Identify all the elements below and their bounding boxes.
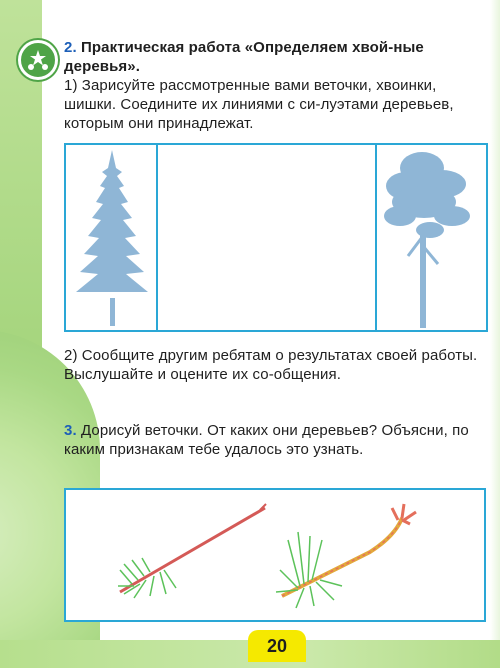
section-2-title: Практическая работа «Определяем хвой-ные деревья».	[64, 39, 424, 75]
section-3-text-block	[64, 421, 484, 459]
section-3-number: 3.	[64, 422, 77, 439]
section-2-number: 2.	[64, 39, 77, 56]
pine-branch-drawing	[270, 500, 430, 610]
pine-silhouette	[380, 146, 480, 331]
page-number-tab	[248, 630, 306, 662]
group-activity-icon	[18, 40, 58, 80]
right-decorative-edge	[490, 0, 500, 668]
section-2-heading	[64, 38, 484, 76]
page-number: 20	[266, 636, 288, 656]
spruce-branch-drawing	[110, 500, 270, 600]
spruce-silhouette	[70, 148, 154, 328]
section-2-item-2: 2) Сообщите другим ребятам о результатах своей работы. Выслушайте и оцените их со-общения.	[64, 347, 478, 383]
drawing-area-divider-left	[156, 143, 158, 332]
section-3-text: Дорисуй веточки. От каких они деревьев? Объясни, по каким признакам тебе удалось это узнать.	[64, 422, 469, 458]
drawing-area-divider-right	[375, 143, 377, 332]
section-2-item-1: 1) Зарисуйте рассмотренные вами веточки, хвоинки, шишки. Соедините их линиями с си-луэтами деревьев, которым они принадлежат.	[64, 77, 454, 132]
